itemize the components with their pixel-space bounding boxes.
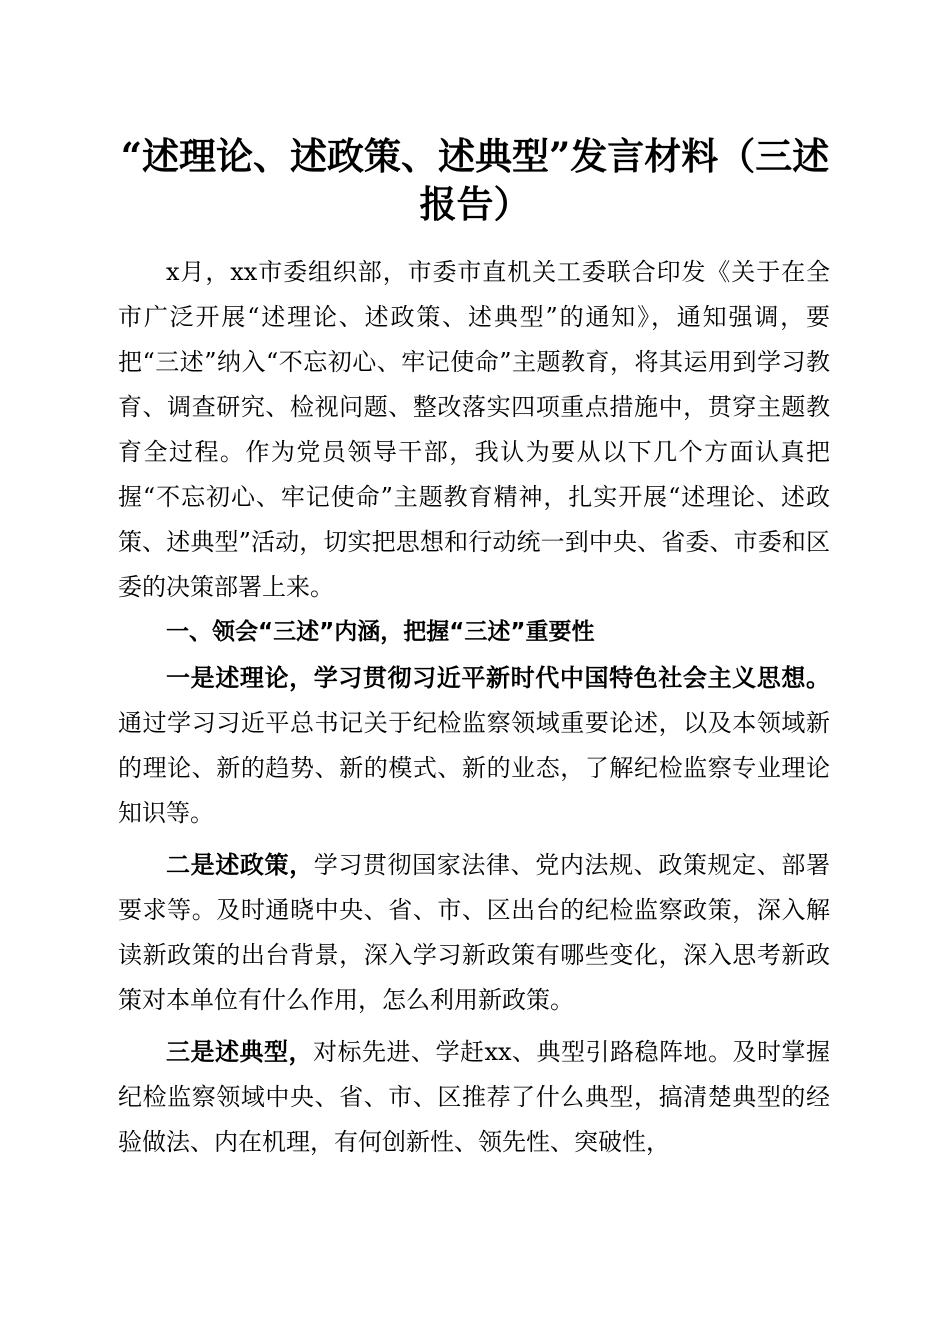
title-line-2: 报告）: [419, 182, 531, 226]
paragraph-theory-lead: 一是述理论，学习贯彻习近平新时代中国特色社会主义思想。: [166, 663, 830, 692]
paragraph-policy-lead: 二是述政策，: [166, 850, 314, 879]
paragraph-theory: [118, 655, 830, 836]
paragraph-model: [118, 1029, 830, 1165]
paragraph-policy-body: 学习贯彻国家法律、党内法规、政策规定、部署要求等。及时通晓中央、省、市、区出台的纪检监察政策，深入解读新政策的出台背景，深入学习新政策有哪些变化，深入思考新政策对本单位有什么作用，怎么利用新政策。: [118, 851, 831, 1014]
document-body: [118, 250, 830, 1165]
paragraph-policy: [118, 842, 830, 1023]
intro-paragraph: x月，xx市委组织部，市委市直机关工委联合印发《关于在全市广泛开展“述理论、述政策、述典型”的通知》，通知强调，要把“三述”纳入“不忘初心、牢记使命”主题教育，将其运用到学习教育、调查研究、检视问题、整改落实四项重点措施中，贯穿主题教育全过程。作为党员领导干部，我认为要从以下几个方面认真把握“不忘初心、牢记使命”主题教育精神，扎实开展“述理论、述政策、述典型”活动，切实把思想和行动统一到中央、省委、市委和区委的决策部署上来。: [118, 258, 830, 601]
section-heading-1: 一、领会“三述”内涵，把握“三述”重要性: [166, 619, 595, 645]
paragraph-model-body: 对标先进、学赶xx、典型引路稳阵地。及时掌握纪检监察领域中央、省、市、区推荐了什么典型，搞清楚典型的经验做法、内在机理，有何创新性、领先性、突破性，: [118, 1038, 830, 1156]
paragraph-model-lead: 三是述典型，: [166, 1037, 313, 1066]
paragraph-theory-body: 通过学习习近平总书记关于纪检监察领域重要论述，以及本领域新的理论、新的趋势、新的模式、新的业态，了解纪检监察专业理论知识等。: [118, 709, 830, 827]
document-title: [100, 132, 850, 228]
title-line-1: “述理论、述政策、述典型”发言材料（三述: [120, 134, 830, 178]
